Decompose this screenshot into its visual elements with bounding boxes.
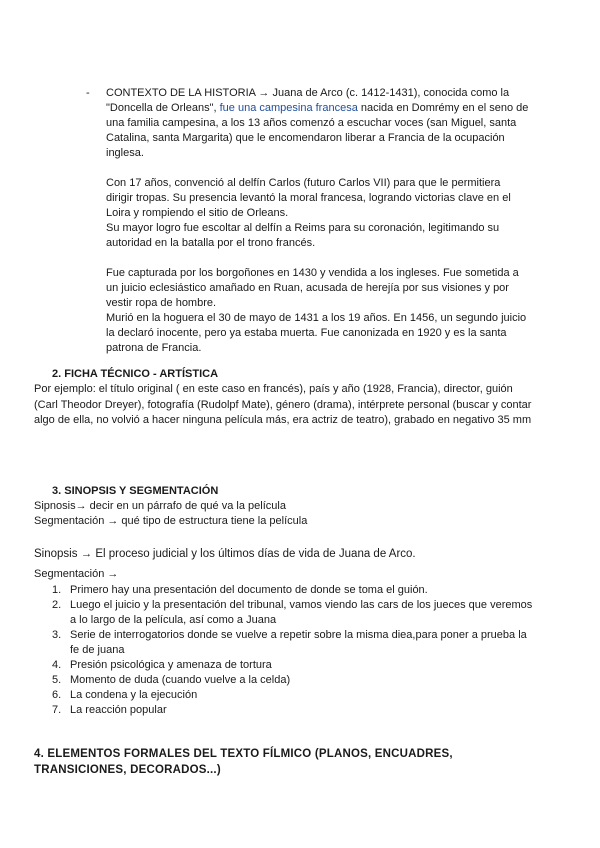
list-item: 7. La reacción popular bbox=[52, 704, 167, 716]
section-4-heading: 4. ELEMENTOS FORMALES DEL TEXTO FÍLMICO (PLANOS, ENCUADRES, TRANSICIONES, DECORADOS...) bbox=[34, 748, 453, 776]
section-3-heading: 3. SINOPSIS Y SEGMENTACIÓN bbox=[52, 485, 219, 497]
section-2-heading: 2. FICHA TÉCNICO - ARTÍSTICA bbox=[52, 368, 219, 380]
section-2-body: Por ejemplo: el título original ( en este caso en francés), país y año (1928, Francia), director, guión (Carl Theodor Dreyer), fotografía (Rudolpf Mate), género (drama), intérprete personal (buscar y contar algo de ella, no volvió a hacer ninguna película más, era actriz de teatro), grabado en negativo 35 mm bbox=[34, 383, 532, 426]
segment-list bbox=[34, 583, 534, 718]
list-item: 1. Primero hay una presentación del documento de donde se toma el guión. bbox=[52, 584, 428, 596]
list-item: 2. Luego el juicio y la presentación del tribunal, vamos viendo las cars de los jueces que veremos a lo largo de la película, así como a Juana bbox=[52, 599, 533, 626]
context-intro-rest: nacida en Domrémy en el seno de una familia campesina, a los 13 años comenzó a escuchar voces (san Miguel, santa Catalina, santa Margarita) que le encomendaron liberar a Francia de la ocupación inglesa. bbox=[106, 102, 529, 159]
context-intro bbox=[106, 86, 530, 161]
campesina-link[interactable]: fue una campesina francesa bbox=[219, 102, 358, 114]
sinopsis-definition: Sipnosis→ decir en un párrafo de qué va la película bbox=[34, 500, 286, 512]
context-para-2: Con 17 años, convenció al delfín Carlos (futuro Carlos VII) para que le permitiera dirigir tropas. Su presencia levantó la moral francesa, logrando victorias clave en el Loira y rompiendo el sitio de Orleans. bbox=[106, 177, 511, 219]
list-item: 3. Serie de interrogatorios donde se vuelve a repetir sobre la misma diea,para poner a prueba la fe de juana bbox=[52, 629, 527, 656]
context-para-4: Fue capturada por los borgoñones en 1430 y vendida a los ingleses. Fue sometida a un juicio eclesiástico amañado en Ruan, acusada de herejía por sus visiones y por vestir ropa de hombre. bbox=[106, 267, 519, 309]
context-intro-text: CONTEXTO DE LA HISTORIA → Juana de Arco (c. 1412-1431), conocida como la "Doncella de Orleans", bbox=[106, 87, 510, 114]
sinopsis-text: Sinopsis → El proceso judicial y los últimos días de vida de Juana de Arco. bbox=[34, 548, 416, 560]
list-item: 5. Momento de duda (cuando vuelve a la celda) bbox=[52, 674, 291, 686]
segmentacion-definition: Segmentación → qué tipo de estructura tiene la película bbox=[34, 515, 308, 527]
context-para-3: Su mayor logro fue escoltar al delfín a Reims para su coronación, legitimando su autoridad en la batalla por el trono francés. bbox=[106, 222, 500, 249]
segmentacion-label: Segmentación → bbox=[34, 568, 119, 580]
context-para-5: Murió en la hoguera el 30 de mayo de 1431 a los 19 años. En 1456, un segundo juicio la declaró inocente, pero ya estaba muerta. Fue canonizada en 1920 y es la santa patrona de Francia. bbox=[106, 312, 527, 354]
bullet-dash: - bbox=[86, 87, 90, 99]
list-item: 6. La condena y la ejecución bbox=[52, 689, 198, 701]
context-bullet bbox=[86, 86, 530, 371]
list-item: 4. Presión psicológica y amenaza de tortura bbox=[52, 659, 272, 671]
